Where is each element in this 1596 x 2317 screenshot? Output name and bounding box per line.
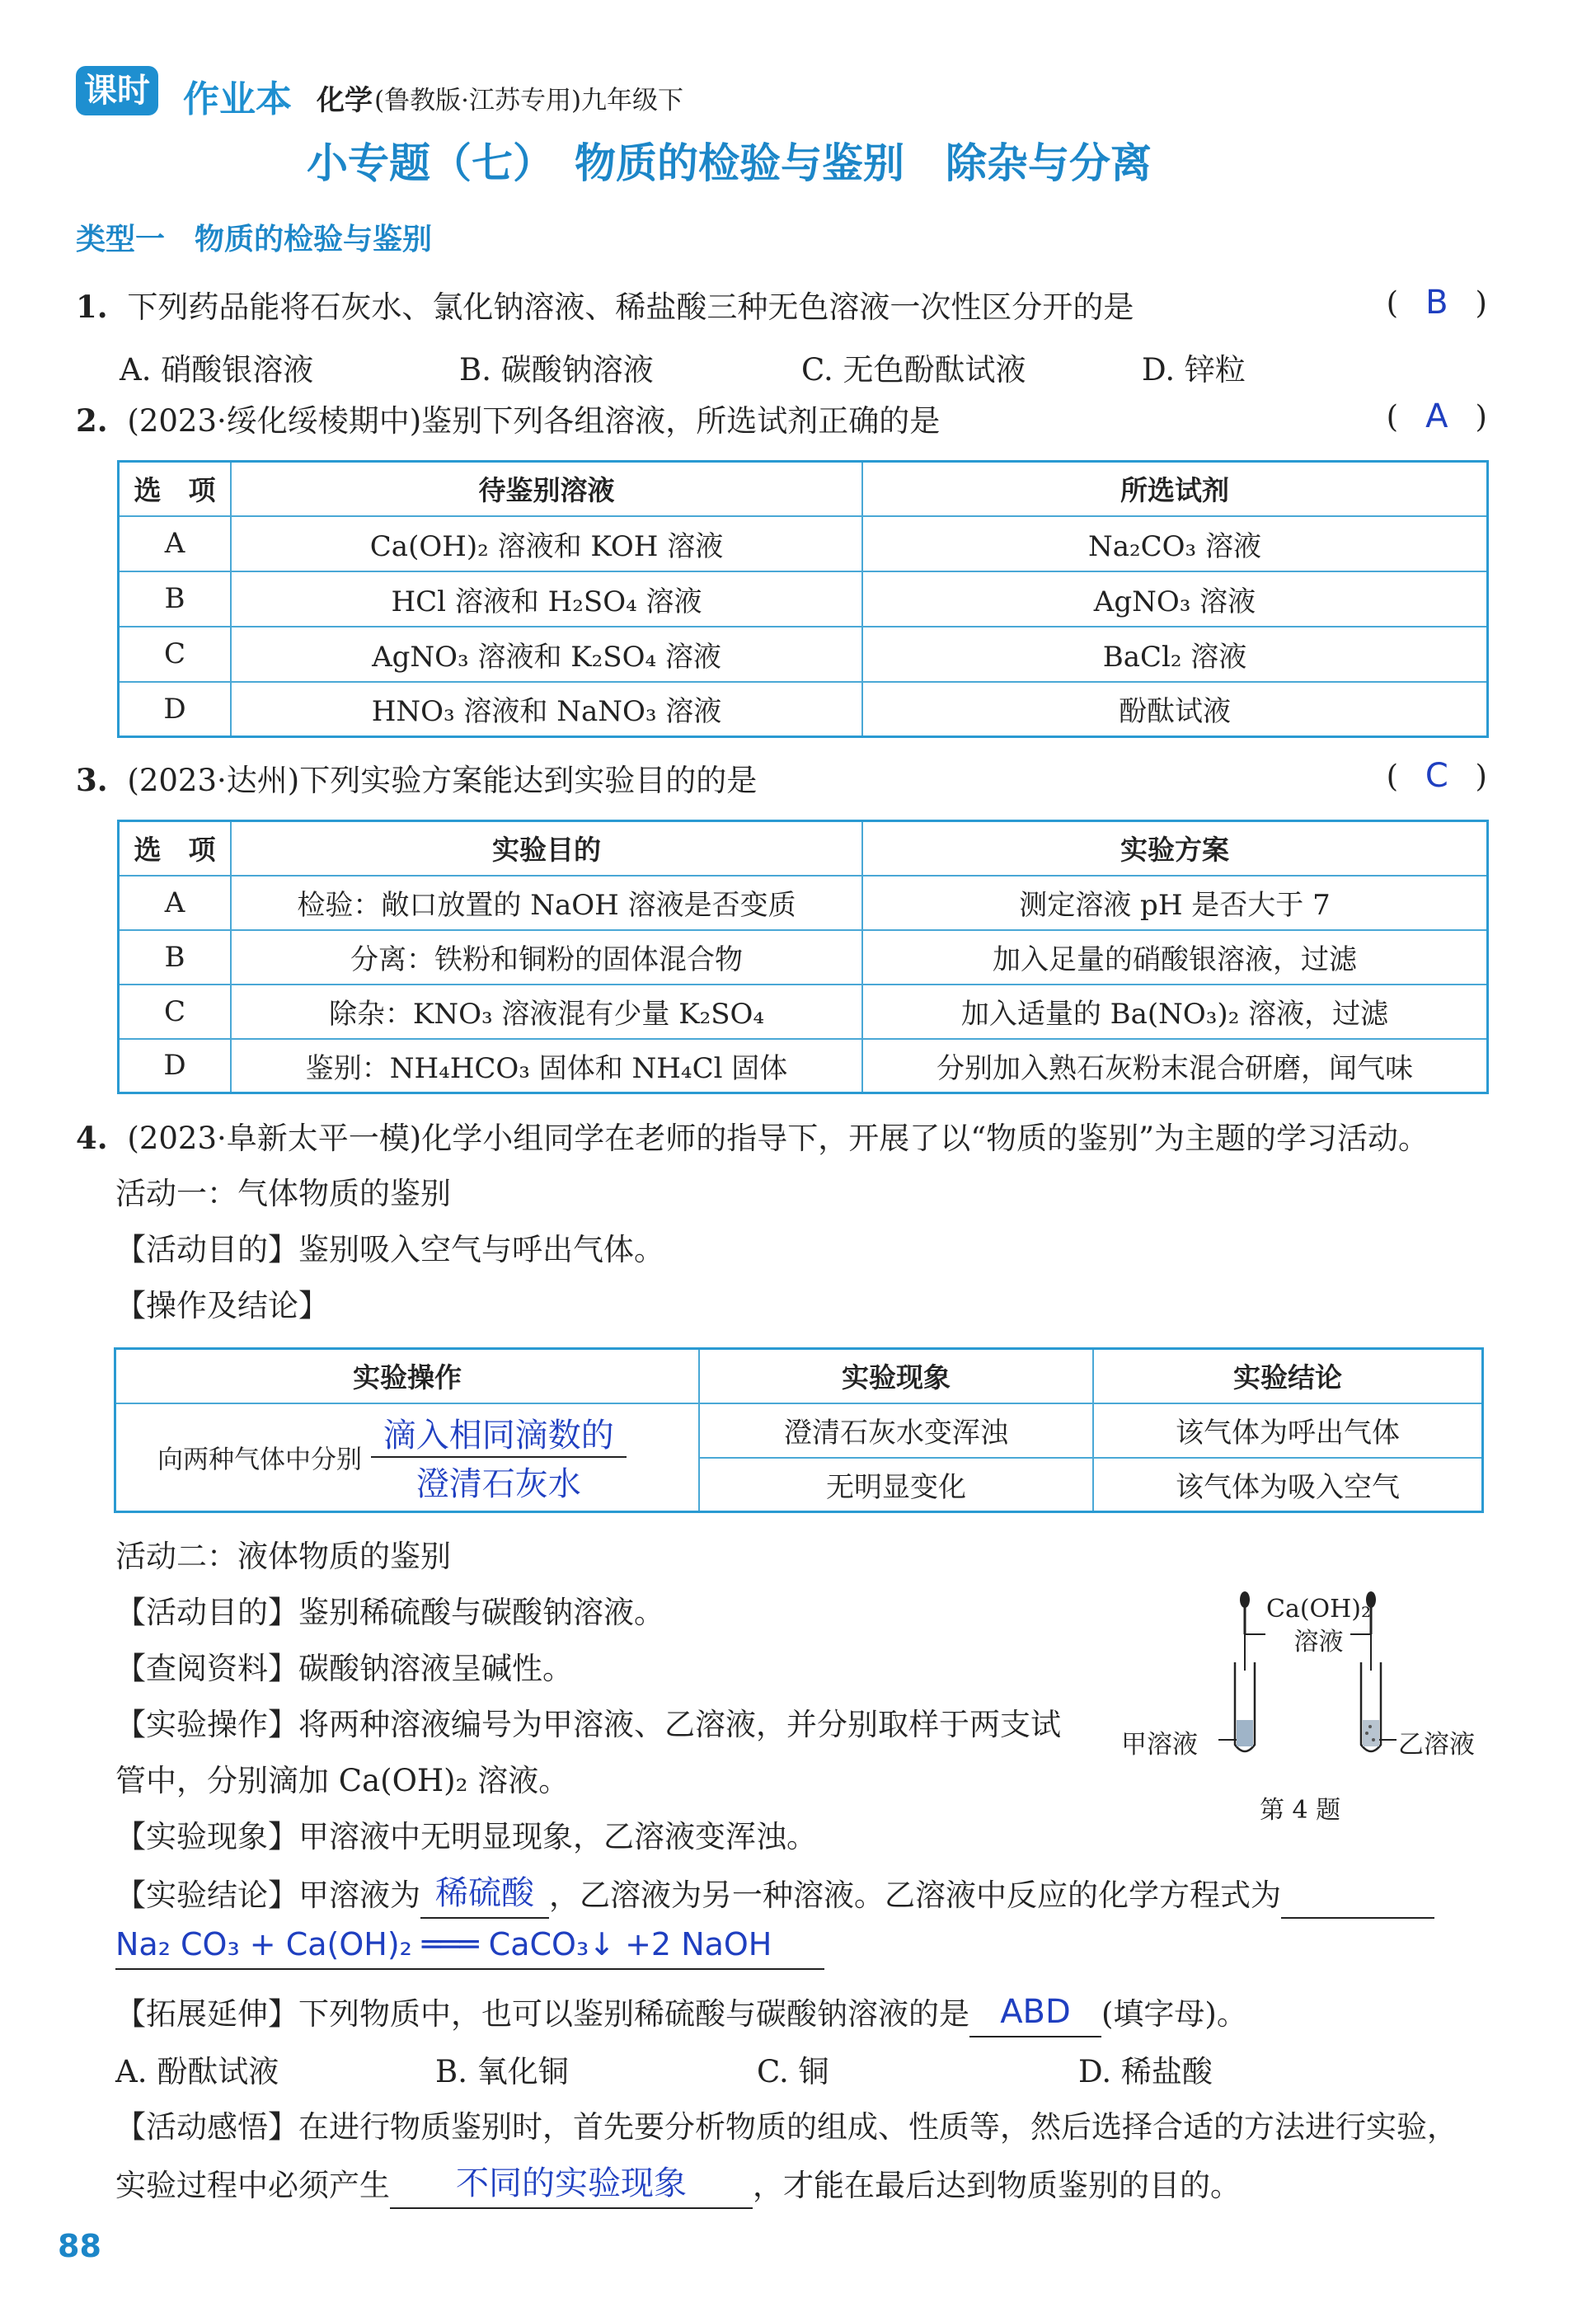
activity-1-title: 活动一：气体物质的鉴别 [115,1176,451,1211]
option-d: D. 稀盐酸 [1078,2054,1213,2089]
cell: D [119,1039,232,1093]
question-4 [76,1115,1429,1162]
section-heading: 类型一 物质的检验与鉴别 [76,223,433,256]
operation-blank[interactable] [371,1458,627,1505]
figure-reagent [1266,1593,1371,1659]
cell: 鉴别：NH₄HCO₃ 固体和 NH₄Cl 固体 [231,1039,862,1093]
q3-table [117,820,1489,1094]
activity-2-op-1: 【实验操作】将两种溶液编号为甲溶液、乙溶液，并分别取样于两支试 [115,1707,1061,1742]
cell: HCl 溶液和 H₂SO₄ 溶液 [231,571,862,627]
extension-line [115,1989,1247,2037]
question-text: (2023·阜新太平一模)化学小组同学在老师的指导下，开展了以“物质的鉴别”为主题的学习活动。 [127,1121,1429,1156]
header-plan: 实验方案 [862,821,1488,876]
reflection-prefix: 实验过程中必须产生 [115,2168,390,2203]
table-row [119,1039,1488,1093]
table-row [119,516,1488,571]
left-tube-label: 甲溶液 [1121,1730,1198,1760]
activity-2-title: 活动二：液体物质的鉴别 [115,1539,451,1574]
header [76,64,818,122]
answer-bracket: ( A ) [1386,397,1487,435]
conclusion-line [115,1870,1434,1919]
activity-2-phenomenon: 【实验现象】甲溶液中无明显现象，乙溶液变浑浊。 [115,1819,817,1854]
table-row [119,930,1488,985]
activity-2-goal: 【活动目的】鉴别稀硫酸与碳酸钠溶液。 [115,1595,664,1630]
header-purpose: 实验目的 [231,821,862,876]
option-c: C. 无色酚酞试液 [801,352,1026,388]
cell: B [119,930,232,985]
option-b: B. 碳酸钠溶液 [459,352,654,388]
option-b: B. 氧化铜 [435,2054,569,2089]
header-phenomenon: 实验现象 [699,1349,1093,1403]
cell: HNO₃ 溶液和 NaNO₃ 溶液 [231,682,862,737]
extension-prefix: 【拓展延伸】下列物质中，也可以鉴别稀硫酸与碳酸钠溶液的是 [115,1996,969,2032]
cell: C [119,985,232,1039]
conclusion-answer: 稀硫酸 [435,1874,534,1912]
cell: A [119,516,232,571]
reflection-line-2 [115,2160,1241,2209]
cell: 除杂：KNO₃ 溶液混有少量 K₂SO₄ [231,985,862,1039]
q4-table [114,1347,1484,1513]
conclusion-suffix: ，乙溶液为另一种溶液。乙溶液中反应的化学方程式为 [549,1878,1281,1913]
extension-blank[interactable] [969,1989,1101,2037]
cell: 检验：敞口放置的 NaOH 溶液是否变质 [231,876,862,930]
header-solutions: 待鉴别溶液 [231,462,862,516]
answer-bracket: ( B ) [1386,284,1487,322]
cell: C [119,627,232,682]
operation-prefix: 向两种气体中分别 [157,1445,362,1475]
question-number: 1. [76,289,108,325]
answer-bracket: ( C ) [1386,757,1487,795]
conclusion-prefix: 【实验结论】甲溶液为 [115,1878,420,1913]
header-reagent: 所选试剂 [862,462,1488,516]
header-conclusion: 实验结论 [1093,1349,1483,1403]
cell: 酚酞试液 [862,682,1488,737]
q2-table [117,460,1489,738]
cell: BaCl₂ 溶液 [862,627,1488,682]
question-number: 4. [76,1120,108,1156]
book-name: 作业本 [183,78,292,120]
question-number: 3. [76,762,108,798]
cell: D [119,682,232,737]
answer-handwritten: B [1425,284,1448,322]
cell: AgNO₃ 溶液和 K₂SO₄ 溶液 [231,627,862,682]
reflection-blank[interactable] [390,2160,753,2209]
equation-answer: Na₂ CO₃ + Ca(OH)₂ ═══ CaCO₃↓ +2 NaOH [115,1926,772,1962]
right-tube-label: 乙溶液 [1398,1730,1475,1760]
table-row [119,876,1488,930]
option-a: A. 硝酸银溶液 [120,352,314,388]
cell: AgNO₃ 溶液 [862,571,1488,627]
header-operation: 实验操作 [115,1349,700,1403]
table-row [119,571,1488,627]
option-a: A. 酚酞试液 [115,2054,279,2089]
question-text: (2023·绥化绥棱期中)鉴别下列各组溶液，所选试剂正确的是 [127,403,941,439]
cell: 加入足量的硝酸银溶液，过滤 [862,930,1488,985]
cell: 澄清石灰水变浑浊 [699,1403,1093,1458]
operation-cell [115,1403,700,1512]
table-row [119,985,1488,1039]
reflection-answer: 不同的实验现象 [456,2164,687,2202]
activity-2-op-2: 管中，分别滴加 Ca(OH)₂ 溶液。 [115,1763,570,1798]
cell: Na₂CO₃ 溶液 [862,516,1488,571]
answer-handwritten: A [1425,397,1448,435]
cell: 加入适量的 Ba(NO₃)₂ 溶液，过滤 [862,985,1488,1039]
extension-answer: ABD [1000,1993,1071,2031]
cell: A [119,876,232,930]
cell: 分别加入熟石灰粉末混合研磨，闻气味 [862,1039,1488,1093]
reagent-formula: Ca(OH)₂ [1266,1595,1372,1624]
equation-line [115,1921,824,1970]
cell: Ca(OH)₂ 溶液和 KOH 溶液 [231,516,862,571]
question-1 [76,284,1134,331]
table-row [119,627,1488,682]
equation-blank[interactable] [115,1921,824,1970]
question-number: 2. [76,402,108,439]
option-d: D. 锌粒 [1142,352,1246,388]
edition: (鲁教版·江苏专用)九年级下 [374,86,684,115]
cell: 测定溶液 pH 是否大于 7 [862,876,1488,930]
cell: 该气体为呼出气体 [1093,1403,1483,1458]
operation-answer: 滴入相同滴数的 [383,1417,614,1455]
answer-handwritten: C [1425,757,1448,795]
equation-blank-start[interactable] [1281,1871,1434,1919]
question-2 [76,397,940,444]
table-row [119,682,1488,737]
activity-1-goal: 【活动目的】鉴别吸入空气与呼出气体。 [115,1232,664,1267]
cell: 该气体为吸入空气 [1093,1458,1483,1512]
reflection-line-1: 【活动感悟】在进行物质鉴别时，首先要分析物质的组成、性质等，然后选择合适的方法进行实验， [115,2109,1458,2145]
reagent-label: 溶液 [1293,1628,1344,1657]
figure-caption: 第 4 题 [1260,1796,1341,1825]
figure-test-tubes [1121,1588,1489,1827]
activity-1-op: 【操作及结论】 [115,1288,329,1323]
header-option: 选 项 [119,821,232,876]
question-text: (2023·达州)下列实验方案能达到实验目的的是 [127,763,758,798]
question-3 [76,757,757,804]
extension-suffix: (填字母)。 [1101,1996,1247,2032]
page-number: 88 [58,2228,101,2264]
page-title: 小专题（七） 物质的检验与鉴别 除杂与分离 [307,139,1152,187]
cell: B [119,571,232,627]
operation-blank[interactable] [371,1409,627,1458]
subject: 化学 [317,84,373,117]
conclusion-blank[interactable] [420,1870,549,1919]
operation-answer: 澄清石灰水 [415,1465,581,1504]
cell: 分离：铁粉和铜粉的固体混合物 [231,930,862,985]
header-option: 选 项 [119,462,232,516]
option-c: C. 铜 [757,2054,829,2089]
logo: 课时 [76,66,158,115]
activity-2-info: 【查阅资料】碳酸钠溶液呈碱性。 [115,1651,573,1686]
cell: 无明显变化 [699,1458,1093,1512]
reflection-suffix: ，才能在最后达到物质鉴别的目的。 [753,2168,1241,2203]
question-text: 下列药品能将石灰水、氯化钠溶液、稀盐酸三种无色溶液一次性区分开的是 [127,289,1134,325]
